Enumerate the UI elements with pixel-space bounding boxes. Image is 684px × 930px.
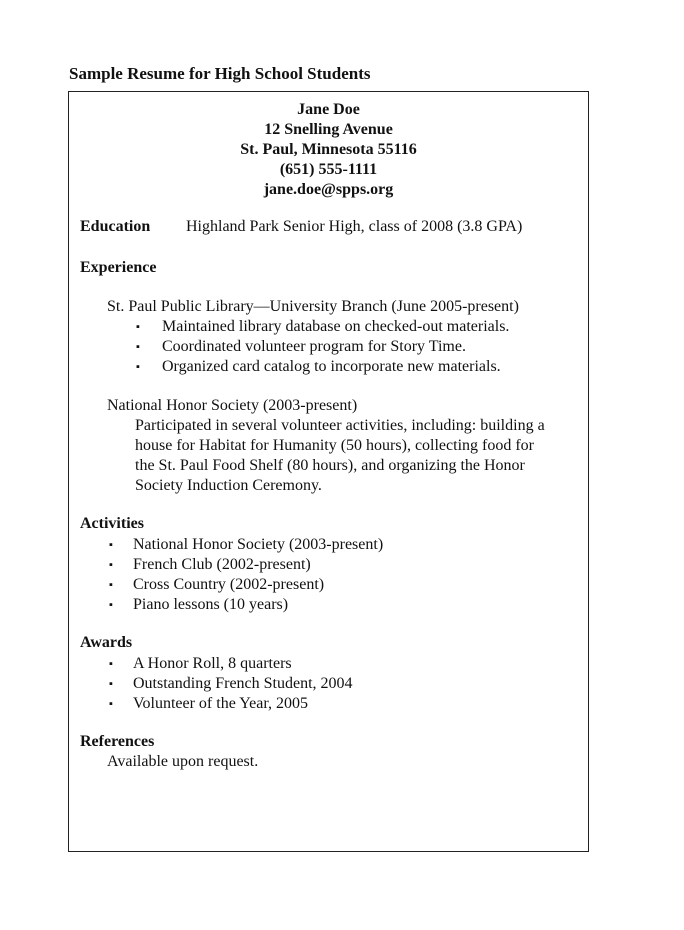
activities-heading: Activities [80, 515, 144, 532]
list-item-text: Piano lessons (10 years) [133, 596, 289, 613]
list-item [109, 535, 384, 555]
contact-block [69, 100, 588, 200]
list-item [109, 654, 353, 674]
list-item-text: Maintained library database on checked-out materials. [162, 318, 510, 335]
bullet-icon: ▪ [109, 658, 113, 670]
bullet-icon: ▪ [109, 678, 113, 690]
description-line: Participated in several volunteer activities, including: building a [135, 417, 545, 434]
activities-list [109, 535, 384, 615]
contact-city: St. Paul, Minnesota 55116 [240, 141, 417, 158]
description-line: the St. Paul Food Shelf (80 hours), and organizing the Honor [135, 457, 525, 474]
references-text: Available upon request. [107, 753, 259, 770]
bullet-icon: ▪ [109, 698, 113, 710]
list-item-text: Outstanding French Student, 2004 [133, 675, 353, 692]
description-line: Society Induction Ceremony. [135, 477, 322, 494]
bullet-icon: ▪ [109, 539, 113, 551]
list-item-text: French Club (2002-present) [133, 556, 311, 573]
bullet-icon: ▪ [136, 321, 140, 333]
bullet-icon: ▪ [136, 341, 140, 353]
contact-email: jane.doe@spps.org [263, 181, 394, 198]
list-item [109, 555, 383, 575]
nhs-description [135, 416, 575, 496]
contact-street: 12 Snelling Avenue [264, 121, 393, 138]
list-item [109, 595, 383, 615]
list-item-text: Cross Country (2002-present) [133, 576, 325, 593]
bullet-icon: ▪ [109, 559, 113, 571]
contact-name: Jane Doe [297, 101, 360, 118]
list-item [109, 674, 353, 694]
bullet-icon: ▪ [136, 361, 140, 373]
list-item-text: A Honor Roll, 8 quarters [133, 655, 292, 672]
bullet-icon: ▪ [109, 579, 113, 591]
list-item-text: Coordinated volunteer program for Story Time. [162, 338, 466, 355]
bullet-icon: ▪ [109, 599, 113, 611]
list-item [136, 317, 510, 337]
list-item [109, 694, 353, 714]
resume-box [68, 91, 589, 852]
references-heading: References [80, 733, 155, 750]
experience-heading: Experience [80, 259, 157, 276]
list-item [136, 357, 509, 377]
contact-phone: (651) 555-1111 [279, 161, 378, 178]
list-item-text: Organized card catalog to incorporate new materials. [162, 358, 501, 375]
list-item [136, 337, 509, 357]
list-item-text: Volunteer of the Year, 2005 [133, 695, 309, 712]
education-text: Highland Park Senior High, class of 2008 (3.8 GPA) [186, 218, 523, 235]
awards-list [109, 654, 353, 714]
library-duties-list [136, 317, 510, 377]
list-item-text: National Honor Society (2003-present) [133, 536, 384, 553]
job-title-nhs: National Honor Society (2003-present) [107, 397, 358, 414]
education-heading: Education [80, 218, 151, 235]
list-item [109, 575, 383, 595]
description-line: house for Habitat for Humanity (50 hours), collecting food for [135, 437, 535, 454]
page-title: Sample Resume for High School Students [69, 64, 371, 83]
job-title-library: St. Paul Public Library—University Branch (June 2005-present) [107, 298, 519, 315]
awards-heading: Awards [80, 634, 133, 651]
